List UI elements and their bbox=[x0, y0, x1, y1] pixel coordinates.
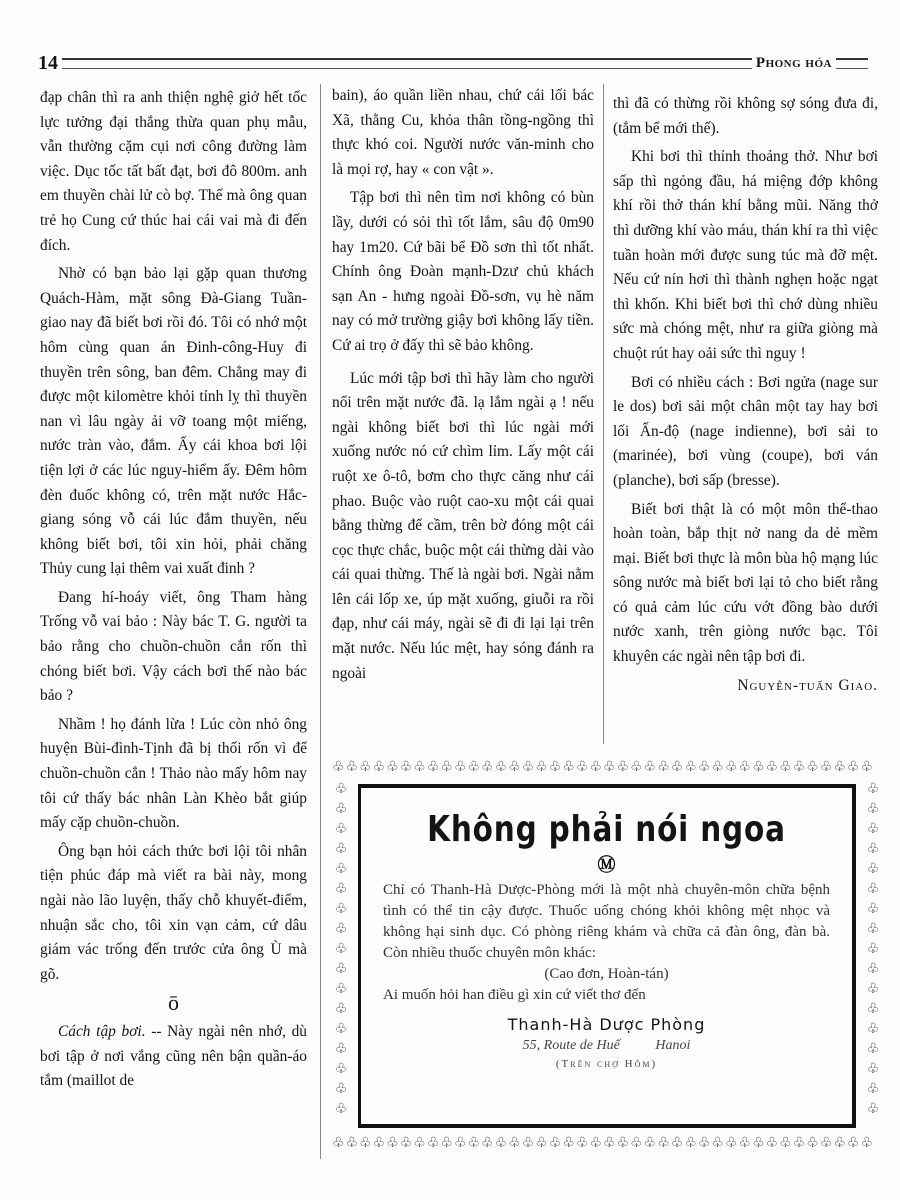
paragraph: Bơi có nhiều cách : Bơi ngửa (nage sur le dos) bơi sải một chân một tay hay bơi lối Ấn-độ (nage indienne), bơi sải to (marinée), bơi vùng (coupe), bơi ván (planche), bơi sấp (bresse). bbox=[613, 373, 878, 489]
author-signature: Nguyễn-tuấn Giao. bbox=[737, 676, 878, 694]
pharmacy-logo-icon: Ⓜ bbox=[597, 855, 616, 875]
paragraph: Tập bơi thì nên tìm nơi không có bùn lầy, dưới có sỏi thì tốt lắm, sâu độ 0m90 hay 1m20. Cứ bãi bể Đồ sơn thì tốt nhất. Chính ông Đoàn mạnh-Dzư chủ khách sạn An - hưng ngoài Đồ-sơn, vụ hè năm nay có mở trường giậy bơi không lấy tiền. Cứ ai trọ ở đấy thì sẽ bảo không. bbox=[332, 189, 594, 354]
ad-products: (Cao đơn, Hoàn-tán) bbox=[544, 966, 669, 982]
ad-city: Hanoi bbox=[655, 1038, 691, 1053]
club-border-bottom: ♧♧♧♧♧♧♧♧♧♧♧♧♧♧♧♧♧♧♧♧♧♧♧♧♧♧♧♧♧♧♧♧♧♧♧♧♧♧♧♧ bbox=[332, 1136, 875, 1151]
page-header bbox=[38, 48, 868, 78]
header-rule bbox=[62, 58, 752, 69]
ad-box bbox=[358, 784, 856, 1128]
article-column-3 bbox=[613, 92, 878, 702]
section-paragraph bbox=[40, 1020, 307, 1094]
article-column-1 bbox=[40, 86, 307, 1098]
ad-company-name: Thanh-Hà Dược Phòng bbox=[507, 1015, 706, 1034]
paragraph: Đang hí-hoáy viết, ông Tham hàng Trống vỗ vai bảo : Này bác T. G. người ta bảo rằng cho chuồn-chuồn cắn rốn thì chóng biết bơi. Vậy cách bơi thế nào bác bảo ? bbox=[40, 588, 307, 705]
ad-location-note: (Trên chợ Hôm) bbox=[555, 1058, 658, 1070]
paragraph: bain), áo quần liền nhau, chứ cái lối bác Xã, thằng Cu, khỏa thân tồng-ngồng thì thực khó coi. Người nước văn-minh cho là mọi rợ, hay « con vật ». bbox=[332, 87, 594, 178]
column-divider bbox=[603, 84, 604, 744]
article-column-2 bbox=[332, 84, 594, 690]
paragraph: Biết bơi thật là có một môn thể-thao hoàn toàn, bắp thịt nở nang da dẻ mềm mại. Biết bơi thực là môn bùa hộ mạng lúc sông nước mà biết bơi lại tỏ cho biết rằng có quả cảm lúc cứu vớt đồng bào dưới nước xanh, trên giòng nước bạc. Tôi khuyên các ngài nên tập bơi đi. bbox=[613, 500, 878, 666]
club-border-left: ♧ ♧ ♧ ♧ ♧ ♧ ♧ ♧ ♧ ♧ ♧ ♧ ♧ ♧ ♧ ♧ ♧ bbox=[334, 782, 348, 1117]
paragraph: thì đã có thừng rồi không sợ sóng đưa đi,(tắm bể mới thế). bbox=[613, 95, 878, 137]
paragraph: Lúc mới tập bơi thì hãy làm cho người nổi trên mặt nước đã. lạ lắm ngài ạ ! nếu ngài không biết bơi thì lúc ngài mới xuống nước nó cứ chìm lỉm. Lấy một cái ruột xe ô-tô, bơm cho thực căng như cái phao. Buộc vào ruột cao-xu một cái quai bằng thừng để cầm, trên bờ đóng một cái cọc thực chắc, buộc một cái thừng dài vào cái quai thừng. Thế là ngài bơi. Ngài nằm lên cái lốp xe, úp mặt xuống, giuỗi ra rồi đạp, như cái máy, ngài sẽ đi đi lại lại trên mặt nước. Nếu lúc mệt, hay sóng đánh ra ngoài bbox=[332, 369, 594, 682]
advertisement bbox=[332, 758, 882, 1160]
paragraph: Khi bơi thì thỉnh thoảng thở. Như bơi sấp thì ngỏng đầu, há miệng đớp không khí rồi thở thán khí bằng mũi. Năng thở thì dưỡng khí vào máu, thán khí ra thì việc tuần hoàn mới được sung túc mà đỡ mệt. Nếu cứ nín hơi thì thành nghẹn hoặc ngạt thì khốn. Khi biết bơi thì chớ dùng nhiều sức mà chóng mệt, như ra giữa giòng mà chuột rút hay oải sức thì nguy ! bbox=[613, 148, 878, 362]
column-divider bbox=[320, 84, 321, 1159]
paragraph: đạp chân thì ra anh thiện nghệ giở hết tốc lực tưởng đại thắng thừa quan phụ mẫu, vẫn thường cặm cụi nơi công đường làm việc. Dục tốc tất bất đạt, bơi đô 800m. anh em thuyền chài lử cò bợ. Thế mà ông quan trẻ họ Cung cứ thúc hai cái vai mà đi đến đích. bbox=[40, 89, 307, 254]
section-text: -- Này ngài nên nhớ, dù bơi tập ở nơi vắng cũng nên bận quần-áo tắm (maillot de bbox=[40, 1022, 307, 1090]
paragraph: Nhờ có bạn bảo lại gặp quan thương Quách-Hàm, mặt sông Đà-Giang Tuần-giao nay đã biết bơi rồi đó. Tôi có nhớ một hôm cùng quan án Đinh-công-Huy đi thuyền trên sông, ban đêm. Chẳng may đi được một kilomètre khỏi tỉnh lỵ thì thuyền nan vì lâu ngày ải vỡ toang một miếng, nước tràn vào, đắm. Ấy cái khoa bơi lội tiện lợi ở các lúc nguy-hiểm ấy. Đêm hôm đèn đuốc không có, trên mặt nước Hắc-giang sóng vỗ cái lúc đắm thuyền, nếu không biết bơi, tôi xin hỏi, phải chăng Thủy cung lại thêm vai xuất đinh ? bbox=[40, 265, 307, 578]
club-border-top: ♧♧♧♧♧♧♧♧♧♧♧♧♧♧♧♧♧♧♧♧♧♧♧♧♧♧♧♧♧♧♧♧♧♧♧♧♧♧♧♧ bbox=[332, 760, 875, 775]
paragraph: Nhầm ! họ đánh lừa ! Lúc còn nhỏ ông huyện Bùi-đình-Tịnh đã bị thối rốn vì để chuồn-chuồn cắn ! Thảo nào mấy hôm nay tôi cứ thấy bác nhân Làn Khèo bắt giúp mấy cặp chuồn-chuồn. bbox=[40, 715, 307, 832]
paragraph: Ông bạn hỏi cách thức bơi lội tôi nhân tiện phúc đáp mà viết ra bài này, mong ngài nào lão luyện, thấy chỗ khuyết-điểm, nhuận sắc cho, tôi xin vạn cảm, cứ dâu giám vác trống đến trước cửa ông Ù mà gõ. bbox=[40, 842, 307, 983]
header-rule-end bbox=[836, 58, 868, 69]
club-border-right: ♧ ♧ ♧ ♧ ♧ ♧ ♧ ♧ ♧ ♧ ♧ ♧ ♧ ♧ ♧ ♧ ♧ bbox=[866, 782, 880, 1117]
ad-headline: Không phải nói ngoa bbox=[427, 809, 786, 850]
page-number: 14 bbox=[38, 52, 58, 74]
ad-street: 55, Route de Huế bbox=[522, 1038, 620, 1053]
section-ornament-icon: ō bbox=[168, 990, 179, 1016]
masthead: Phong hóa bbox=[755, 55, 832, 71]
ad-body-text: Chỉ có Thanh-Hà Dược-Phòng mới là một nhà chuyên-môn chữa bệnh tình có thể tin cậy được. Thuốc uống chóng khỏi không mệt nhọc và không hại sinh dục. Có phòng riêng khám và chữa cả đàn ông, đàn bà. Còn nhiều thuốc chuyên môn khác: bbox=[383, 882, 830, 961]
section-title: Cách tập bơi. bbox=[58, 1022, 146, 1040]
ad-contact-line: Ai muốn hỏi han điều gì xin cứ viết thơ đến bbox=[383, 987, 646, 1003]
ad-address bbox=[361, 1036, 852, 1056]
